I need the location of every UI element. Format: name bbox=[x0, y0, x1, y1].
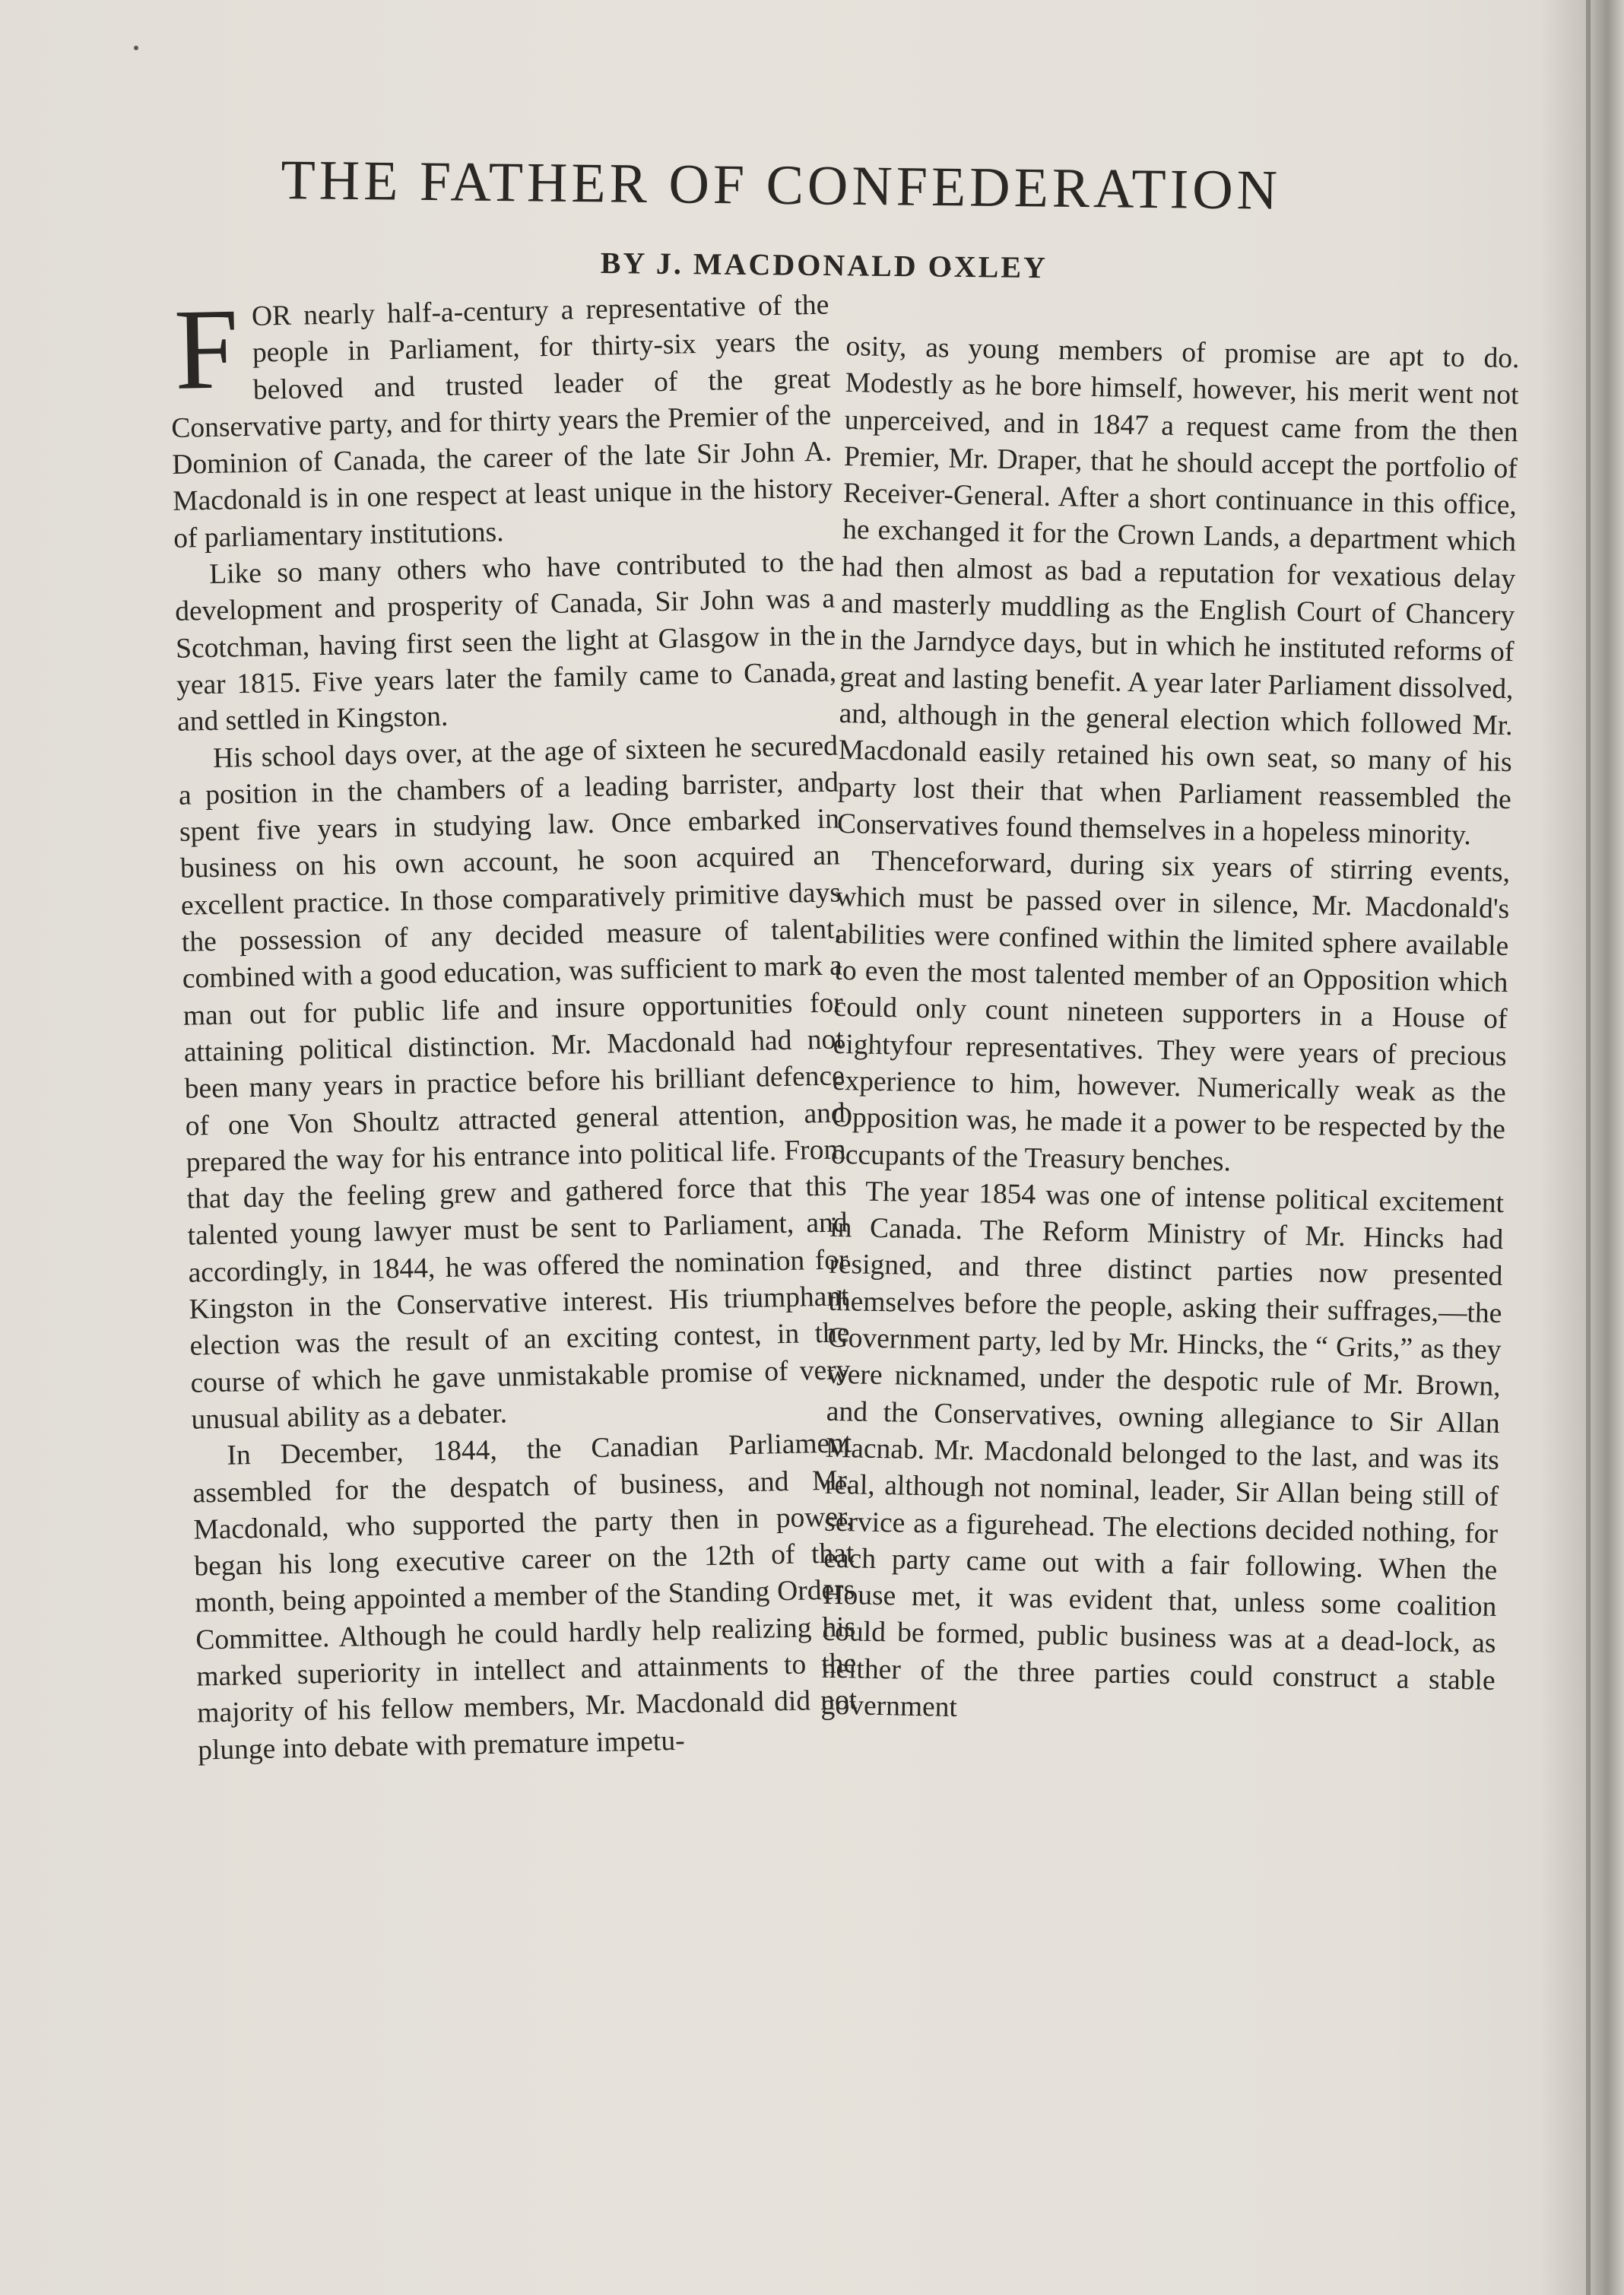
paragraph: osity, as young members of promise are apt to do. Modestly as he bore himself, however, his merit went not unperceived, and in 1847 a request came from the then Premier, Mr. Draper, that he should accept the portfolio of Receiver-General. After a short continuance in this office, he exchanged it for the Crown Lands, a department which had then almost as bad a reputation for vexatious delay and masterly muddling as the English Court of Chancery in the Jarndyce days, but in which he instituted reforms of great and lasting benefit. A year later Parliament dissolved, and, although in the general election which followed Mr. Macdonald easily retained his own seat, so many of his party lost their that when Parliament reassembled the Conservatives found themselves in a hopeless minority. bbox=[836, 330, 1520, 852]
binding-shadow bbox=[1540, 0, 1624, 2295]
paragraph bbox=[169, 284, 834, 557]
drop-cap: F bbox=[173, 284, 240, 414]
paragraph: The year 1854 was one of intense political excitement in Canada. The Reform Ministry of Mr. Hincks had resigned, and three distinct parties now presented themselves before the people, asking their suffrages,—the Government party, led by Mr. Hincks, the “ Grits,” as they were nicknamed, under the despotic rule of Mr. Brown, and the Conservatives, owning allegiance to Sir Allan Macnab. Mr. Macdonald belonged to the last, and was its real, although not nominal, leader, Sir Allan being still of service as a figurehead. The elections decided nothing, for each party came out with a fair following. When the House met, it was evident that, unless some coalition could be formed, public business was at a dead-lock, as neither of the three parties could construct a stable government bbox=[820, 1176, 1505, 1723]
binding-edge bbox=[1586, 0, 1591, 2295]
ink-speck bbox=[134, 46, 138, 50]
paragraph: His school days over, at the age of sixteen he secured a position in the chambers of a leading barrister, and spent five years in studying law. Once embarked in business on his own account, he soon acquired an excellent practice. In those comparatively primitive days the possession of any decided measure of talent, combined with a good education, was sufficient to mark a man out for public life and insure opportunities for attaining political distinction. Mr. Macdonald had not been many years in practice before his brilliant defence of one Von Shoultz attracted general attention, and prepared the way for his entrance into political life. From that day the feeling grew and gathered force that this talented young lawyer must be sent to Parliament, and accordingly, in 1844, he was offered the nomination for Kingston in the Conservative interest. His triumphant election was the result of an exciting contest, in the course of which he gave unmistakable promise of very unusual ability as a debater. bbox=[178, 730, 851, 1436]
article-byline: BY J. MACDONALD OXLEY bbox=[600, 245, 1048, 285]
paragraph-text: OR nearly half-a-century a representative of the people in Parliament, for thirty-six years the beloved and trusted leader of the great Conservative party, and for thirty years the Premier of the Dominion of Canada, the career of the late Sir John A. Macdonald is in one respect at least unique in the history of parliamentary institutions. bbox=[170, 289, 833, 554]
paragraph: In December, 1844, the Canadian Parliament assembled for the despatch of business, and Mr. Macdonald, who supported the party then in power, began his long executive career on the 12th of that month, being appointed a member of the Standing Orders Committee. Although he could hardly help realizing his marked superiority in intellect and attainments to the majority of his fellow members, Mr. Macdonald did not plunge into debate with premature impetu- bbox=[192, 1427, 858, 1766]
left-column bbox=[169, 284, 858, 1770]
right-column bbox=[820, 329, 1519, 1736]
paragraph: Thenceforward, during six years of stirring events, which must be passed over in silence, Mr. Macdonald's abilities were confined within the limited sphere available to even the most talented member of an Opposition which could only count nineteen supporters in a House of eightyfour representatives. They were years of precious experience to him, however. Numerically weak as the Opposition was, he made it a power to be respected by the occupants of the Treasury benches. bbox=[830, 845, 1511, 1177]
paragraph: Like so many others who have contributed to the development and prosperity of Canada, Sir John was a Scotchman, having first seen the light at Glasgow in the year 1815. Five years later the family came to Canada, and settled in Kingston. bbox=[174, 546, 837, 738]
article-title: THE FATHER OF CONFEDERATION bbox=[281, 148, 1282, 222]
